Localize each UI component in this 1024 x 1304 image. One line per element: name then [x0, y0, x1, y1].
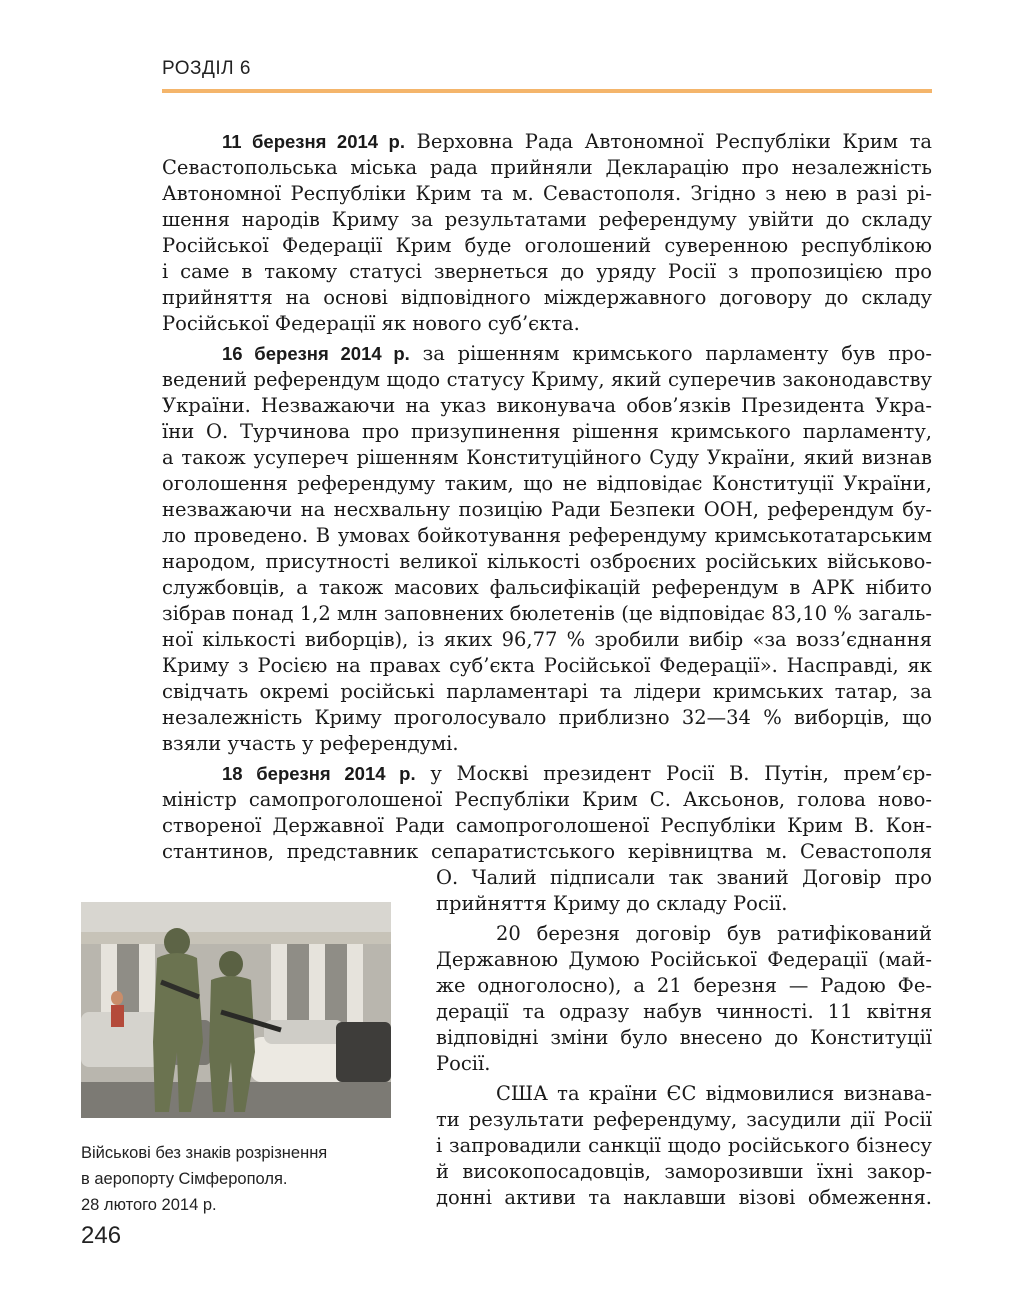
paragraph-line: відповідні зміни було внесено до Конституції: [436, 1026, 932, 1049]
caption-line: в аеропорту Сімферополя.: [81, 1170, 288, 1188]
line-text: у Москві президент Росії В. Путін, прем’єр-: [430, 762, 932, 785]
paragraph-line: же одноголосно), а 21 березня — Радою Фе-: [436, 974, 932, 997]
paragraph-line: службовців, а також масових фальсифікацій референдум в АРК нібито: [162, 576, 932, 599]
paragraph-line: і запровадили санкції щодо російського бізнесу: [436, 1134, 932, 1157]
photo-caption: [81, 1140, 401, 1218]
paragraph-line: ведений референдум щодо статусу Криму, який суперечив законодавству: [162, 368, 932, 391]
paragraph-line: а також усупереч рішенням Конституційного Суду України, який визнав: [162, 446, 932, 469]
paragraph-line: взяли участь у референдумі.: [162, 732, 459, 755]
date-label: 18 березня 2014 р.: [222, 763, 416, 784]
paragraph-line: [222, 761, 932, 787]
paragraph-line: Автономної Республіки Крим та м. Севастополя. Згідно з нею в разі рі-: [162, 182, 932, 205]
paragraph-line: донні активи та наклавши візові обмеження.: [436, 1186, 932, 1209]
paragraph-line: зібрав понад 1,2 млн заповнених бюлетенів (це відповідає 83,10 % загаль-: [162, 602, 932, 625]
paragraph-line: міністр самопроголошеної Республіки Крим С. Аксьонов, голова ново-: [162, 788, 932, 811]
paragraph-line: ти результати референдуму, засудили дії Росії: [436, 1108, 932, 1131]
paragraph-line: народом, присутності великої кількості озброєних російських військово-: [162, 550, 932, 573]
paragraph-line: Росії.: [436, 1052, 491, 1075]
paragraph-line: стантинов, представник сепаратистського керівництва м. Севастополя: [162, 840, 932, 863]
paragraph-line: незважаючи на несхвальну позицію Ради Безпеки ООН, референдум бу-: [162, 498, 932, 521]
paragraph-line: і саме в такому статусі звернеться до уряду Росії з пропозицією про: [162, 260, 932, 283]
paragraph-line: Російської Федерації Крим буде оголошений суверенною республікою: [162, 234, 932, 257]
paragraph-line: свідчать окремі російські парламентарі та лідери кримських татар, за: [162, 680, 932, 703]
section-header: РОЗДІЛ 6: [162, 58, 251, 79]
paragraph-line: ло проведено. В умовах бойкотування референдуму кримськотатарським: [162, 524, 932, 547]
page-number: 246: [81, 1222, 122, 1249]
line-text: за рішенням кримського парламенту був про-: [422, 342, 932, 365]
paragraph-line: прийняття на основі відповідного міждержавного договору до складу: [162, 286, 932, 309]
paragraph-line: незалежність Криму проголосувало приблизно 32—34 % виборців, що: [162, 706, 932, 729]
paragraph-line: США та країни ЄС відмовилися визнава-: [496, 1082, 932, 1105]
paragraph-line: оголошення референдуму таким, що не відповідає Конституції України,: [162, 472, 932, 495]
header-rule: [162, 89, 932, 93]
date-label: 11 березня 2014 р.: [222, 131, 405, 152]
paragraph-line: [222, 341, 932, 367]
photo-soldiers-airport: [81, 902, 391, 1118]
paragraph-line: їни О. Турчинова про призупинення рішення кримського парламенту,: [162, 420, 932, 443]
paragraph-line: Севастопольська міська рада прийняли Декларацію про незалежність: [162, 156, 932, 179]
date-label: 16 березня 2014 р.: [222, 343, 410, 364]
paragraph-line: 20 березня договір був ратифікований: [496, 922, 932, 945]
paragraph-line: й високопосадовців, заморозивши їхні закор-: [436, 1160, 932, 1183]
paragraph-line: України. Незважаючи на указ виконувача обов’язків Президента Укра-: [162, 394, 932, 417]
paragraph-line: Криму з Росією на правах суб’єкта Російської Федерації». Насправді, як: [162, 654, 932, 677]
paragraph-line: Державною Думою Російської Федерації (май-: [436, 948, 932, 971]
paragraph-line: прийняття Криму до складу Росії.: [436, 892, 788, 915]
caption-line: Військові без знаків розрізнення: [81, 1144, 328, 1162]
paragraph-line: ної кількості виборців), із яких 96,77 % зробили вибір «за возз’єднання: [162, 628, 932, 651]
paragraph-line: шення народів Криму за результатами референдуму увійти до складу: [162, 208, 932, 231]
line-text: Верховна Рада Автономної Республіки Крим та: [416, 130, 933, 153]
caption-line: 28 лютого 2014 р.: [81, 1196, 217, 1214]
paragraph-line: [222, 129, 932, 155]
paragraph-line: дерації та одразу набув чинності. 11 квітня: [436, 1000, 932, 1023]
paragraph-line: О. Чалий підписали так званий Договір про: [436, 866, 932, 889]
paragraph-line: створеної Державної Ради самопроголошеної Республіки Крим В. Кон-: [162, 814, 932, 837]
paragraph-line: Російської Федерації як нового суб’єкта.: [162, 312, 580, 335]
